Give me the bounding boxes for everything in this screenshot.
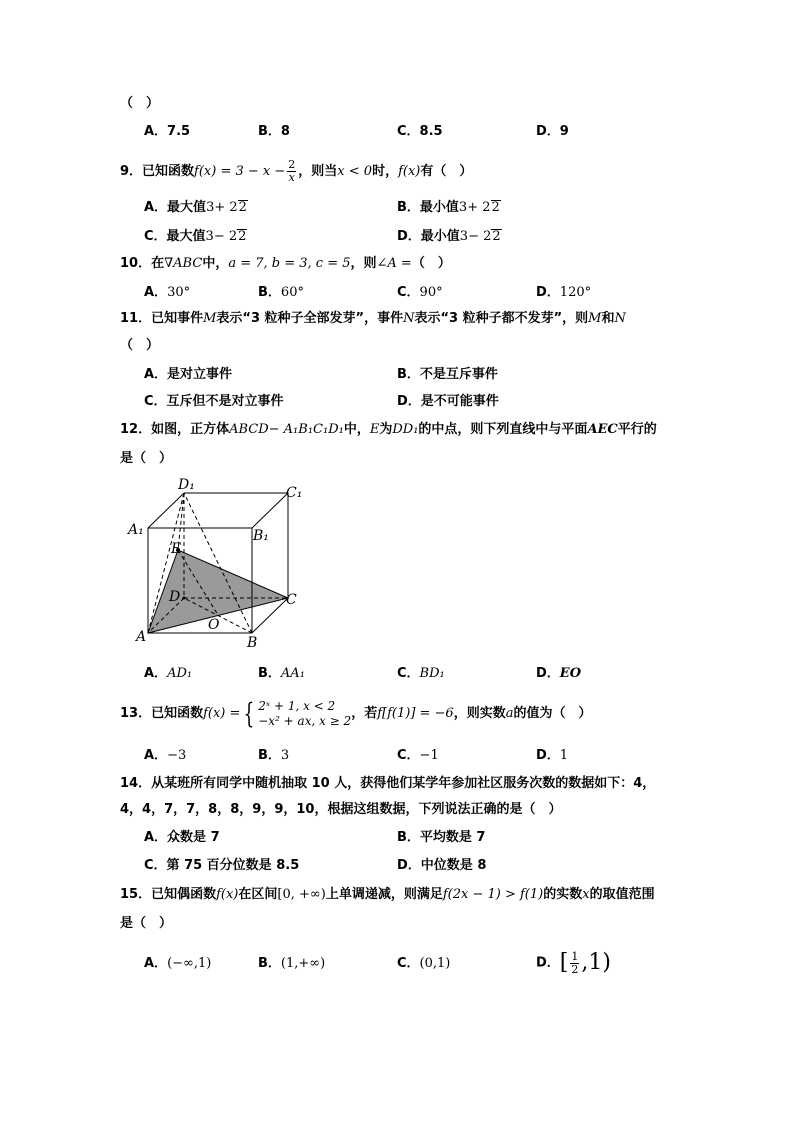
q10-option-d: D．120° — [536, 285, 592, 300]
label-o: O — [208, 617, 220, 633]
q10-stem: 10．在∇ABC中，a = 7, b = 3, c = 5，则∠A =（ ） — [120, 256, 451, 271]
q14-option-a: A．众数是 7 — [144, 830, 220, 845]
label-c1: C₁ — [286, 485, 303, 501]
q12-option-a: A．AD₁ — [144, 666, 193, 681]
q15-option-c: C．(0,1) — [397, 956, 451, 971]
q13-option-c: C．−1 — [397, 748, 439, 763]
q8-option-c: C．8.5 — [397, 124, 443, 139]
q9-fraction: $\frac{2}{x}$ — [288, 158, 296, 184]
q13-option-b: B．3 — [258, 748, 290, 763]
q8-option-a: A．7.5 — [144, 124, 191, 139]
q9-option-b: B．最小值3+ 22 — [397, 200, 500, 215]
q12-stem: 12．如图，正方体ABCD− A₁B₁C₁D₁中，E为DD₁的中点，则下列直线中与平面AEC平行的 — [120, 422, 657, 437]
q14-option-c: C．第 75 百分位数是 8.5 — [144, 858, 300, 873]
q14-option-b: B．平均数是 7 — [397, 830, 486, 845]
label-d: D — [169, 589, 181, 605]
q11-option-a: A．是对立事件 — [144, 367, 233, 382]
label-b: B — [247, 635, 258, 650]
q12-option-c: C．BD₁ — [397, 666, 445, 681]
q10-option-c: C．90° — [397, 285, 443, 300]
label-a1: A₁ — [128, 522, 144, 538]
q15-option-b: B．(1,+∞) — [258, 956, 326, 971]
q12-option-b: B．AA₁ — [258, 666, 305, 681]
q9-option-d: D．最小值3− 22 — [397, 229, 501, 244]
q13-stem: 13．已知函数f(x) = { 2ˣ + 1, x < 2 −x² + ax, x ≥ 2 ，若f[f(1)] = −6，则实数a的值为（ ） — [120, 696, 592, 730]
q12-stem-line2: 是（ ） — [120, 451, 173, 466]
q11-option-b: B．不是互斥事件 — [397, 367, 498, 382]
label-d1: D₁ — [178, 477, 195, 493]
q9-option-a: A．最大值3+ 22 — [144, 200, 247, 215]
q14-stem-line1: 14．从某班所有同学中随机抽取 10 人，获得他们某学年参加社区服务次数的数据如下：4， — [120, 776, 656, 791]
point-d — [183, 597, 186, 600]
q14-option-d: D．中位数是 8 — [397, 858, 487, 873]
label-e: E — [171, 541, 182, 557]
q11-stem: 11．已知事件M表示“3 粒种子全部发芽”，事件N表示“3 粒种子都不发芽”，则M和N — [120, 311, 626, 326]
q9-option-c: C．最大值3− 22 — [144, 229, 247, 244]
q13-piecewise: 2ˣ + 1, x < 2 −x² + ax, x ≥ 2 — [258, 698, 352, 728]
cube-figure — [120, 475, 320, 650]
q11-option-d: D．是不可能事件 — [397, 394, 499, 409]
label-c: C — [286, 592, 297, 608]
q10-option-b: B．60° — [258, 285, 304, 300]
q15-option-d: D．[ $\frac{1}{2}$ ,1) — [536, 949, 611, 976]
q11-paren: （ ） — [120, 338, 160, 353]
q8-paren: （ ） — [120, 96, 160, 111]
q9-stem: 9．已知函数f(x) = 3 − x − $\frac{2}{x}$ ，则当x < 0时，f(x)有（ ） — [120, 158, 473, 184]
q8-option-b: B．8 — [258, 124, 290, 139]
edge — [252, 493, 288, 528]
label-a: A — [136, 629, 147, 645]
q15-d-fraction: $\frac{1}{2}$ — [571, 949, 579, 976]
q11-option-c: C．互斥但不是对立事件 — [144, 394, 284, 409]
q13-option-a: A．−3 — [144, 748, 187, 763]
q14-stem-line2: 4，4，7，7，8，8，9，9，10，根据这组数据，下列说法正确的是（ ） — [120, 802, 562, 817]
q13-option-d: D．1 — [536, 748, 569, 763]
q10-option-a: A．30° — [144, 285, 191, 300]
q15-stem: 15．已知偶函数f(x)在区间[0, +∞)上单调递减，则满足f(2x − 1) > f(1)的实数x的取值范围 — [120, 887, 655, 902]
q12-option-d: D．EO — [536, 666, 582, 681]
edge — [148, 493, 184, 528]
q15-option-a: A．(−∞,1) — [144, 956, 212, 971]
q8-option-d: D．9 — [536, 124, 569, 139]
q15-stem-line2: 是（ ） — [120, 916, 173, 931]
label-b1: B₁ — [253, 528, 269, 544]
